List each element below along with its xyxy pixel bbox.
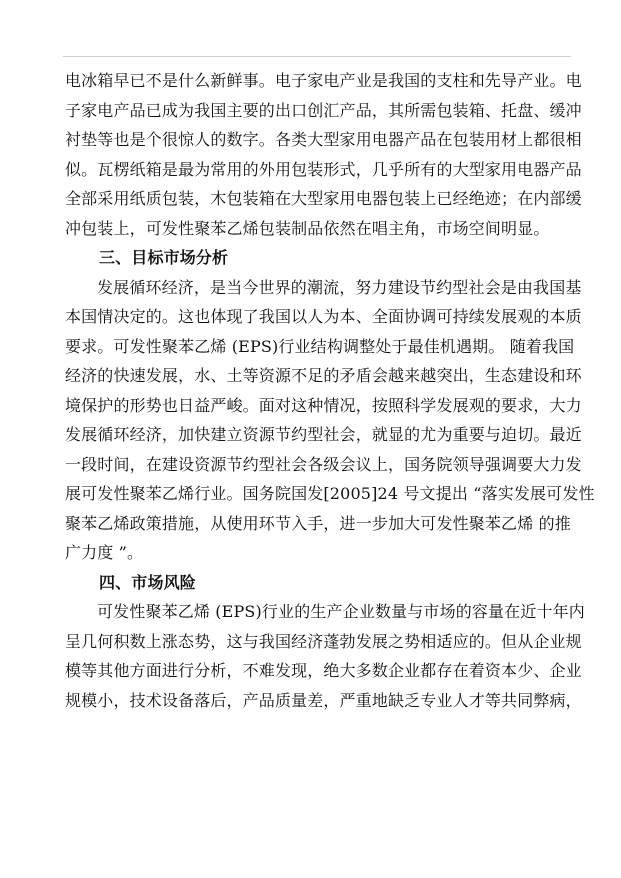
- section-heading-target-market: 三、目标市场分析: [99, 248, 229, 267]
- text-line: 聚苯乙烯政策措施，从使用环节入手，进一步加大可发性聚苯乙烯 的推: [65, 513, 571, 533]
- header-rule: [63, 56, 571, 57]
- text-line: 展可发性聚苯乙烯行业。国务院国发[2005]24 号文提出 “落实发展可发性: [65, 484, 595, 503]
- text-line: 衬垫等也是个很惊人的数字。各类大型家用电器产品在包装用材上都很相: [65, 130, 582, 149]
- paragraph-target-market: [65, 273, 595, 568]
- text-line: 全部采用纸质包装，木包装箱在大型家用电器包装上已经绝迹；在内部缓: [65, 189, 582, 208]
- text-line: 境保护的形势也日益严峻。面对这种情况，按照科学发展观的要求，大力: [65, 395, 582, 415]
- text-line: 呈几何积数上涨态势，这与我国经济蓬勃发展之势相适应的。但从企业规: [65, 631, 582, 651]
- text-line: 本国情决定的。这也体现了我国以人为本、全面协调可持续发展观的本质: [65, 307, 582, 326]
- text-line: 规模小，技术设备落后，产品质量差，严重地缺乏专业人才等共同弊病，: [65, 690, 582, 710]
- document-body: [65, 66, 595, 715]
- text-line: 一段时间，在建设资源节约型社会各级会议上，国务院领导强调要大力发: [65, 454, 582, 474]
- text-line: 似。瓦楞纸箱是最为常用的外用包装形式，几乎所有的大型家用电器产品: [65, 159, 582, 179]
- paragraph-market-risk: [65, 597, 585, 715]
- section-heading-market-risk: 四、市场风险: [99, 572, 196, 592]
- text-line: 子家电产品已成为我国主要的出口创汇产品，其所需包装箱、托盘、缓冲: [65, 100, 582, 120]
- text-line: 冲包装上，可发性聚苯乙烯包装制品依然在唱主角，市场空间明显。: [65, 218, 550, 238]
- text-line: 经济的快速发展，水、土等资源不足的矛盾会越来越突出，生态建设和环: [65, 366, 582, 385]
- paragraph-packaging: [65, 66, 582, 243]
- text-line: 发展循环经济，加快建立资源节约型社会，就显的尤为重要与迫切。最近: [65, 425, 582, 444]
- text-line: 广力度 ”。: [65, 543, 144, 562]
- text-line: 要求。可发性聚苯乙烯 (EPS)行业结构调整处于最佳机遇期。 随着我国: [65, 336, 575, 356]
- text-line: 可发性聚苯乙烯 (EPS)行业的生产企业数量与市场的容量在近十年内: [97, 602, 585, 621]
- text-line: 电冰箱早已不是什么新鲜事。电子家电产业是我国的支柱和先导产业。电: [65, 71, 582, 90]
- text-line: 发展循环经济，是当今世界的潮流，努力建设节约型社会是由我国基: [97, 277, 582, 297]
- text-line: 模等其他方面进行分析，不难发现，绝大多数企业都存在着资本少、企业: [65, 661, 582, 680]
